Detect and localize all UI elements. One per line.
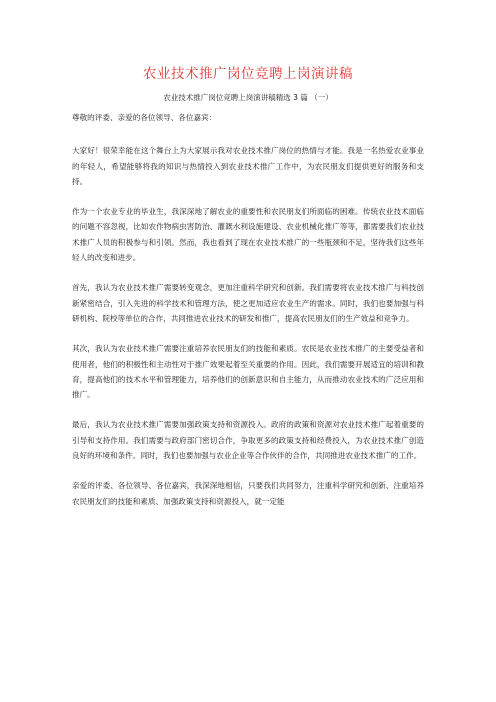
paragraph-1: 大家好！很荣幸能在这个舞台上为大家展示我对农业技术推广岗位的热情与才能。我是一名热爱农业事业的年轻人，希望能够将我的知识与热情投入到农业技术推广工作中，为农民朋友们提供更好的服务和支持。	[72, 146, 424, 186]
paragraph-3: 首先，我认为农业技术推广需要转变观念，更加注重科学研究和创新。我们需要将农业技术推广与科技创新紧密结合，引入先进的科学技术和管理方法，使之更加适应农业生产的需求。同时，我们也要加强与科研机构、院校等单位的合作，共同推进农业技术的研发和推广，提高农民朋友们的生产效益和竞争力。	[72, 283, 424, 323]
document-subtitle: 农业技术推广岗位竞聘上岗演讲稿精选 3 篇 （一）	[163, 93, 333, 102]
paragraph-6: 亲爱的评委、各位领导、各位嘉宾，我深深地相信，只要我们共同努力，注重科学研究和创新、注重培养农民朋友们的技能和素质、加强政策支持和资源投入，就一定能	[72, 481, 424, 506]
salutation: 尊敬的评委、亲爱的各位领导、各位嘉宾：	[72, 113, 217, 122]
paragraph-2: 作为一个农业专业的毕业生，我深深地了解农业的重要性和农民朋友们所面临的困难。传统农业技术面临的问题不容忽视，比如农作物病虫害防治、灌溉水利设施建设、农业机械化推广等等，都需要我们农业技术推广人员的积极参与和引领。然而，我也看到了现在农业技术推广的一些瓶颈和不足，坚待我们这些年轻人的改变和进步。	[72, 207, 424, 263]
paragraph-4: 其次，我认为农业技术推广需要注重培养农民朋友们的技能和素质。农民是农业技术推广的主要受益者和使用者，他们的积极性和主动性对于推广效果起着至关重要的作用。因此，我们需要开展适宜的培训和教育，提高他们的技术水平和管理能力，培养他们的创新意识和自主能力，从而推动农业技术的广泛应用和推广。	[72, 344, 424, 400]
paragraph-5: 最后，我认为农业技术推广需要加强政策支持和资源投入。政府的政策和资源对农业技术推广起着重要的引导和支持作用。我们需要与政府部门密切合作，争取更多的政策支持和经费投入，为农业技术推广创造良好的环境和条件。同时，我们也要加强与农业企业等合作伙伴的合作，共同推进农业技术推广的工作。	[72, 420, 424, 461]
document-title: 农业技术推广岗位竞聘上岗演讲稿	[143, 66, 353, 82]
